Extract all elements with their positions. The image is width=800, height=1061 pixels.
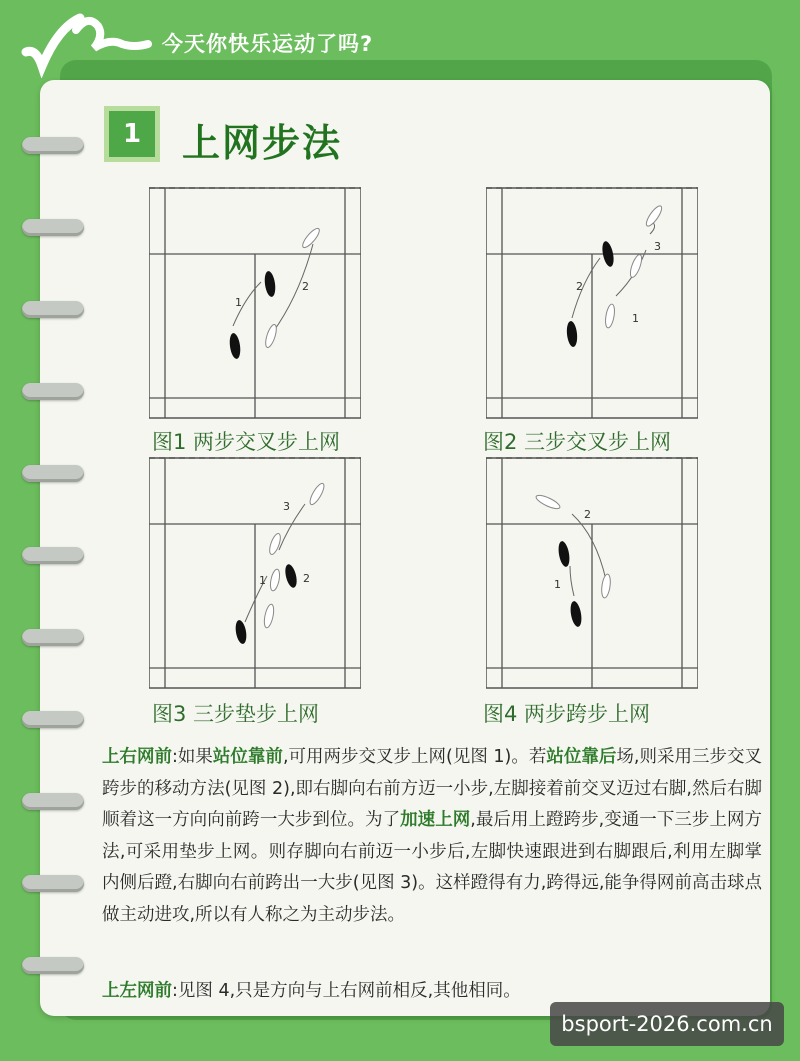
section-title: 上网步法 xyxy=(182,121,343,165)
step-label: 1 xyxy=(235,296,242,309)
term-right-net: 上右网前 xyxy=(102,747,173,767)
header-slogan: 今天你快乐运动了吗? xyxy=(162,32,374,56)
binder-ring xyxy=(22,629,84,646)
step-label: 1 xyxy=(632,312,639,325)
binder-ring xyxy=(22,793,84,810)
binder-ring xyxy=(22,301,84,318)
term-speed-up: 加速上网 xyxy=(400,810,471,830)
paragraph-right-net xyxy=(102,742,762,931)
figure-2-caption: 图2 三步交叉步上网 xyxy=(483,430,672,454)
figure-2-court-diagram xyxy=(486,186,698,420)
footprint-icon xyxy=(566,240,616,347)
text-run: ,最后用上蹬跨步,变通一下三步上网方法,可采用垫步上网。则存脚向右前迈一小步后,左脚快速跟进到右脚跟后,利用左脚掌内侧后蹬,右脚向右前跨出一大步(见图 3)。这样蹬得有力,跨得远,能争得网前高击球点做主动进攻,所以有人称之为主动步法。 xyxy=(102,810,763,925)
binder-ring xyxy=(22,957,84,974)
step-label: 2 xyxy=(302,280,309,293)
term-left-net: 上左网前 xyxy=(102,981,172,1001)
step-label: 1 xyxy=(259,574,266,587)
footprint-icon xyxy=(234,563,299,645)
text-run: 场,则采用三步交叉跨步的移动方法(见图 2),即右脚向右前方迈一小步,左脚接着前交叉迈过右脚,然后右脚顺着这一方向向前跨一大步到位。为了 xyxy=(102,747,763,830)
step-label: 3 xyxy=(283,500,290,513)
footprint-outline-icon xyxy=(263,482,327,629)
binder-ring xyxy=(22,383,84,400)
figure-1-caption: 图1 两步交叉步上网 xyxy=(152,430,341,454)
step-label: 2 xyxy=(303,572,310,585)
step-label: 2 xyxy=(584,508,591,521)
figure-3-caption: 图3 三步垫步上网 xyxy=(152,702,320,726)
figure-4-caption: 图4 两步跨步上网 xyxy=(483,702,651,726)
text-run: :见图 4,只是方向与上右网前相反,其他相同。 xyxy=(172,981,521,1001)
section-number-badge xyxy=(104,106,160,162)
watermark-label: bsport-2026.com.cn xyxy=(550,1002,784,1046)
footprint-outline-icon xyxy=(604,204,664,329)
binder-ring xyxy=(22,219,84,236)
term-stand-back: 站位靠后 xyxy=(546,747,617,767)
figure-1-court-diagram xyxy=(149,186,361,420)
term-stand-front: 站位靠前 xyxy=(212,747,283,767)
step-label: 2 xyxy=(576,280,583,293)
text-run: ,可用两步交叉步上网(见图 1)。若 xyxy=(282,747,547,767)
figure-4-court-diagram xyxy=(486,456,698,690)
binder-ring xyxy=(22,547,84,564)
text-run: :如果 xyxy=(172,747,213,767)
binder-ring xyxy=(22,137,84,154)
binder-ring xyxy=(22,711,84,728)
step-label: 3 xyxy=(654,240,661,253)
binder-ring xyxy=(22,875,84,892)
section-number: 1 xyxy=(109,111,155,157)
footprint-outline-icon xyxy=(535,493,612,599)
step-label: 1 xyxy=(554,578,561,591)
figure-3-court-diagram xyxy=(149,456,361,690)
binder-ring xyxy=(22,465,84,482)
